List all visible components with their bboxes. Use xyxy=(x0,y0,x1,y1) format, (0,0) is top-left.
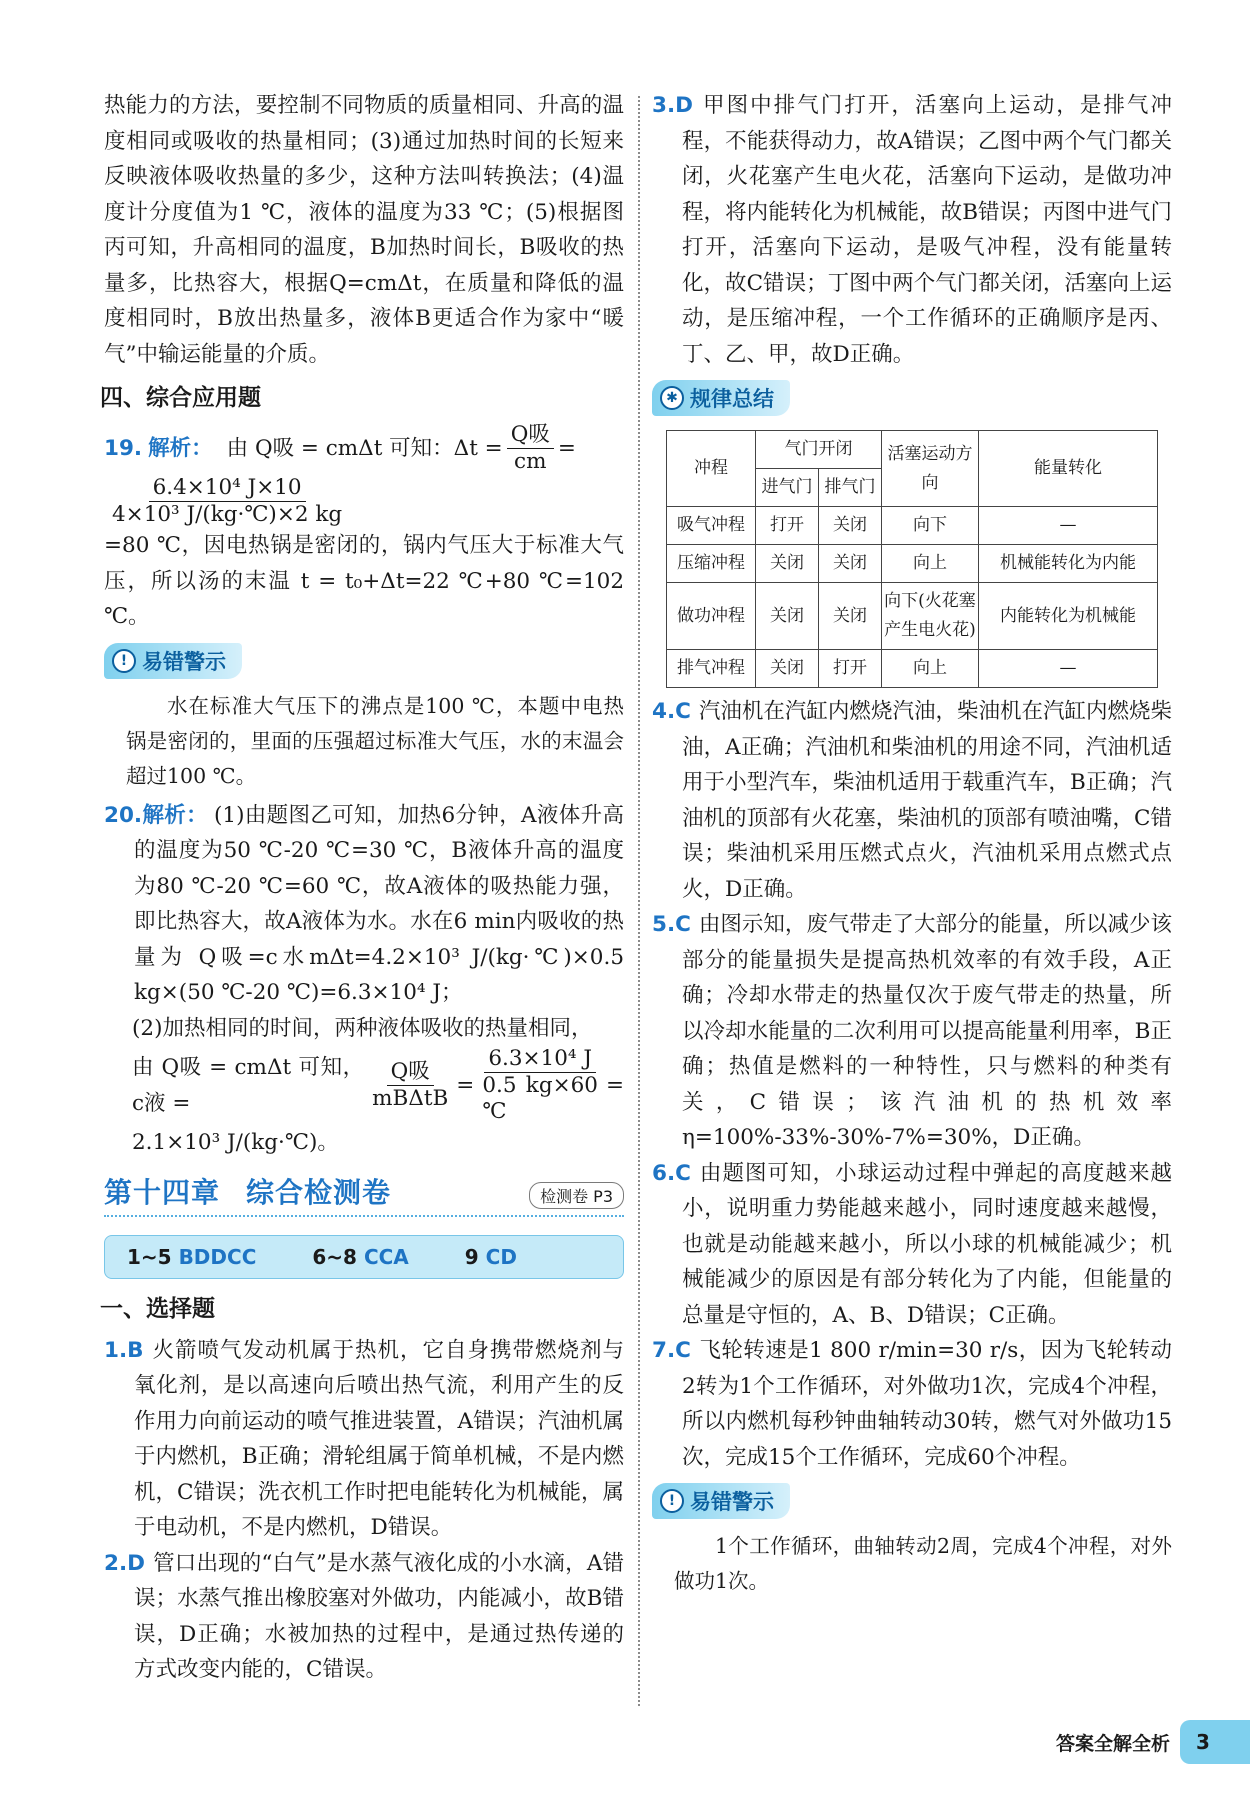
q20-result: 2.1×10³ J/(kg·℃)。 xyxy=(132,1130,339,1155)
table-header-stroke: 冲程 xyxy=(667,431,756,507)
table-row: 排气冲程 关闭 打开 向上 — xyxy=(667,650,1158,688)
q6-solution: 6.C 由题图可知，小球运动过程中弹起的高度越来越小，说明重力势能越来越小，同时速度越来越慢，也就是动能越来越小，所以小球的机械能减少；机械能减少的原因是有部分转化为了内能，但能量的总量是守恒的，A、B、D错误；C正确。 xyxy=(652,1160,1172,1328)
q20-number: 20. xyxy=(104,802,143,828)
table-header-piston: 活塞运动方向 xyxy=(882,431,979,507)
chapter-header xyxy=(104,1171,624,1217)
q19-fraction-denominator: cm xyxy=(514,449,547,474)
q20-fraction-2-denominator: 0.5 kg×60 ℃ xyxy=(482,1073,598,1124)
q2-solution: 2.D 管口出现的“白气”是水蒸气液化成的小水滴，A错误；水蒸气推出橡胶塞对外做功，内能减小，故B错误，D正确；水被加热的过程中，是通过热传递的方式改变内能的，C错误。 xyxy=(104,1550,624,1682)
table-header-exhaust: 排气门 xyxy=(819,469,882,507)
q1-solution: 1.B 火箭喷气发动机属于热机，它自身携带燃烧剂与氧化剂，是以高速向后喷出热气流，利用产生的反作用力向前运动的喷气推进装置，A错误；汽油机属于内燃机，B正确；滑轮组属于简单机械，不是内燃机，C错误；洗衣机工作时把电能转化为机械能，属于电动机，不是内燃机，D错误。 xyxy=(104,1337,624,1540)
answer-key-bar xyxy=(104,1235,624,1279)
q19-fraction-numerator: Q吸 xyxy=(507,422,554,449)
q19-solution xyxy=(104,422,624,635)
column-divider xyxy=(638,96,640,1706)
q20-part1: (1)由题图乙可知，加热6分钟，A液体升高的温度为50 ℃-20 ℃=30 ℃，B液体升高的温度为80 ℃-20 ℃=60 ℃，故A液体的吸热能力强，即比热容大，故A液体为水。水在6 min内吸收的热量为 Q吸=c水mΔt=4.2×10³ J/(kg·℃)×0.5 kg×(50 ℃-20 ℃)=6.3×10⁴ J； xyxy=(134,802,624,1005)
q19-calc-numerator: 6.4×10⁴ J×10 xyxy=(149,475,306,502)
footer-title: 答案全解全析 xyxy=(1055,1732,1170,1755)
chapter-number: 第十四章 xyxy=(104,1175,221,1209)
q19-number: 19. xyxy=(104,435,143,461)
q19-calc-fraction xyxy=(108,475,346,528)
table-row: 吸气冲程 打开 关闭 向下 — xyxy=(667,507,1158,545)
q19-fraction xyxy=(507,422,554,475)
page-number: 3 xyxy=(1180,1720,1250,1764)
q20-fraction-2-numerator: 6.3×10⁴ J xyxy=(484,1046,596,1073)
q18-continuation: 热能力的方法，要控制不同物质的质量相同、升高的温度相同或吸收的热量相同；(3)通过加热时间的长短来反映液体吸收热量的多少，这种方法叫转换法；(4)温度计分度值为1 ℃，液体的温度为33 ℃；(5)根据图丙可知，升高相同的温度，B加热时间长，B吸收的热量多，比热容大，根据Q=cmΔt，在质量和降低的温度相同时，B放出热量多，液体B更适合作为家中“暖气”中输运能量的介质。 xyxy=(104,93,624,367)
q20-fraction-1-denominator: mBΔtB xyxy=(372,1086,449,1111)
chapter-title xyxy=(104,1171,417,1211)
table-header-intake: 进气门 xyxy=(756,469,819,507)
table-row: 压缩冲程 关闭 关闭 向上 机械能转化为内能 xyxy=(667,545,1158,583)
page-footer xyxy=(1056,1720,1250,1764)
table-header-energy: 能量转化 xyxy=(979,431,1158,507)
q20-solution xyxy=(104,798,624,1011)
table-header-valve: 气门开闭 xyxy=(756,431,882,469)
answer-group: 1~5 BDDCC xyxy=(127,1244,257,1269)
q20-formula-lead: 由 Q吸 = cmΔt 可知，c液 = xyxy=(132,1055,365,1116)
lightbulb-icon: ✱ xyxy=(660,386,684,410)
answer-group: 9 CD xyxy=(464,1244,517,1269)
q19-calc-denominator: 4×10³ J/(kg·℃)×2 kg xyxy=(112,502,343,527)
alert-icon: ! xyxy=(660,1489,684,1513)
q19-conclusion: =80 ℃，因电热锅是密闭的，锅内气压大于标准大气压，所以汤的末温 t = t₀+Δt=22 ℃+80 ℃=102 ℃。 xyxy=(104,533,624,629)
left-column xyxy=(100,88,624,1688)
q19-equals: = xyxy=(557,435,576,461)
q20-fraction-1 xyxy=(368,1059,452,1112)
q20-label: 解析： xyxy=(142,802,208,828)
note-common-mistake-2: 1个工作循环，曲轴转动2周，完成4个冲程，对外做功1次。 xyxy=(674,1534,1172,1593)
q20-part2: (2)加热相同的时间，两种液体吸收的热量相同， xyxy=(132,1015,593,1041)
right-column xyxy=(652,88,1172,1599)
q7-solution: 7.C 飞轮转速是1 800 r/min=30 r/s，因为飞轮转动2转为1个工作循环，对外做功1次，完成4个冲程，所以内燃机每秒钟曲轴转动30转，燃气对外做功15次，完成15个工作循环，完成60个冲程。 xyxy=(652,1338,1172,1470)
stroke-summary-table xyxy=(666,430,1158,688)
q4-solution: 4.C 汽油机在汽缸内燃烧汽油，柴油机在汽缸内燃烧柴油，A正确；汽油机和柴油机的用途不同，汽油机适用于小型汽车，柴油机适用于载重汽车，B正确；汽油机的顶部有火花塞，柴油机的顶部有喷油嘴，C错误；柴油机采用压燃式点火，汽油机采用点燃式点火，D正确。 xyxy=(652,699,1172,902)
tag-rule-summary-label: 规律总结 xyxy=(690,387,774,411)
q20-equals: = xyxy=(456,1072,475,1098)
tag-common-mistake-2-label: 易错警示 xyxy=(690,1490,774,1514)
q20-fraction-1-numerator: Q吸 xyxy=(387,1059,434,1086)
note-common-mistake-1: 水在标准大气压下的沸点是100 ℃，本题中电热锅是密闭的，里面的压强超过标准大气压，水的末温会超过100 ℃。 xyxy=(126,693,624,788)
q5-solution: 5.C 由图示知，废气带走了大部分的能量，所以减少该部分的能量损失是提高热机效率的有效手段，A正确；冷却水带走的热量仅次于废气带走的热量，所以冷却水能量的二次利用可以提高能量利用率，B正确；热值是燃料的一种特性，只与燃料的种类有关，C错误；该汽油机的热机效率 η=100%-33%-30%-7%=30%，D正确。 xyxy=(652,912,1172,1150)
tag-rule-summary xyxy=(652,380,790,416)
tag-common-mistake-1 xyxy=(104,643,242,679)
q20-fraction-2 xyxy=(478,1046,602,1125)
section-heading-1: 一、选择题 xyxy=(100,1295,215,1322)
section-heading-4: 四、综合应用题 xyxy=(100,385,261,411)
q19-formula-lead: 由 Q吸 = cmΔt 可知：Δt = xyxy=(226,435,503,461)
chapter-reference-badge: 检测卷 P3 xyxy=(529,1182,624,1209)
tag-common-mistake-2 xyxy=(652,1483,790,1519)
q19-label: 解析： xyxy=(148,435,213,461)
q3-solution: 3.D 甲图中排气门打开，活塞向上运动，是排气冲程，不能获得动力，故A错误；乙图中两个气门都关闭，火花塞产生电火花，活塞向下运动，是做功冲程，将内能转化为机械能，故B错误；丙图中进气门打开，活塞向下运动，是吸气冲程，没有能量转化，故C错误；丁图中两个气门都关闭，活塞向上运动，是压缩冲程，一个工作循环的正确顺序是丙、丁、乙、甲，故D正确。 xyxy=(652,93,1172,367)
q20-formula: 由 Q吸 = cmΔt 可知，c液 = $\frac{\text{Q吸}}{\text{mBΔtB}}$ = $\frac{\text{6.3×10⁴ J}}{0.5 kg\times 60 ℃}$ = xyxy=(132,1046,624,1124)
table-row: 做功冲程 关闭 关闭 向下(火花塞产生电火花) 内能转化为机械能 xyxy=(667,583,1158,650)
tag-common-mistake-1-label: 易错警示 xyxy=(142,649,226,674)
chapter-subtitle: 综合检测卷 xyxy=(246,1175,392,1209)
alert-icon: ! xyxy=(112,649,136,673)
answer-group: 6~8 CCA xyxy=(312,1244,409,1269)
